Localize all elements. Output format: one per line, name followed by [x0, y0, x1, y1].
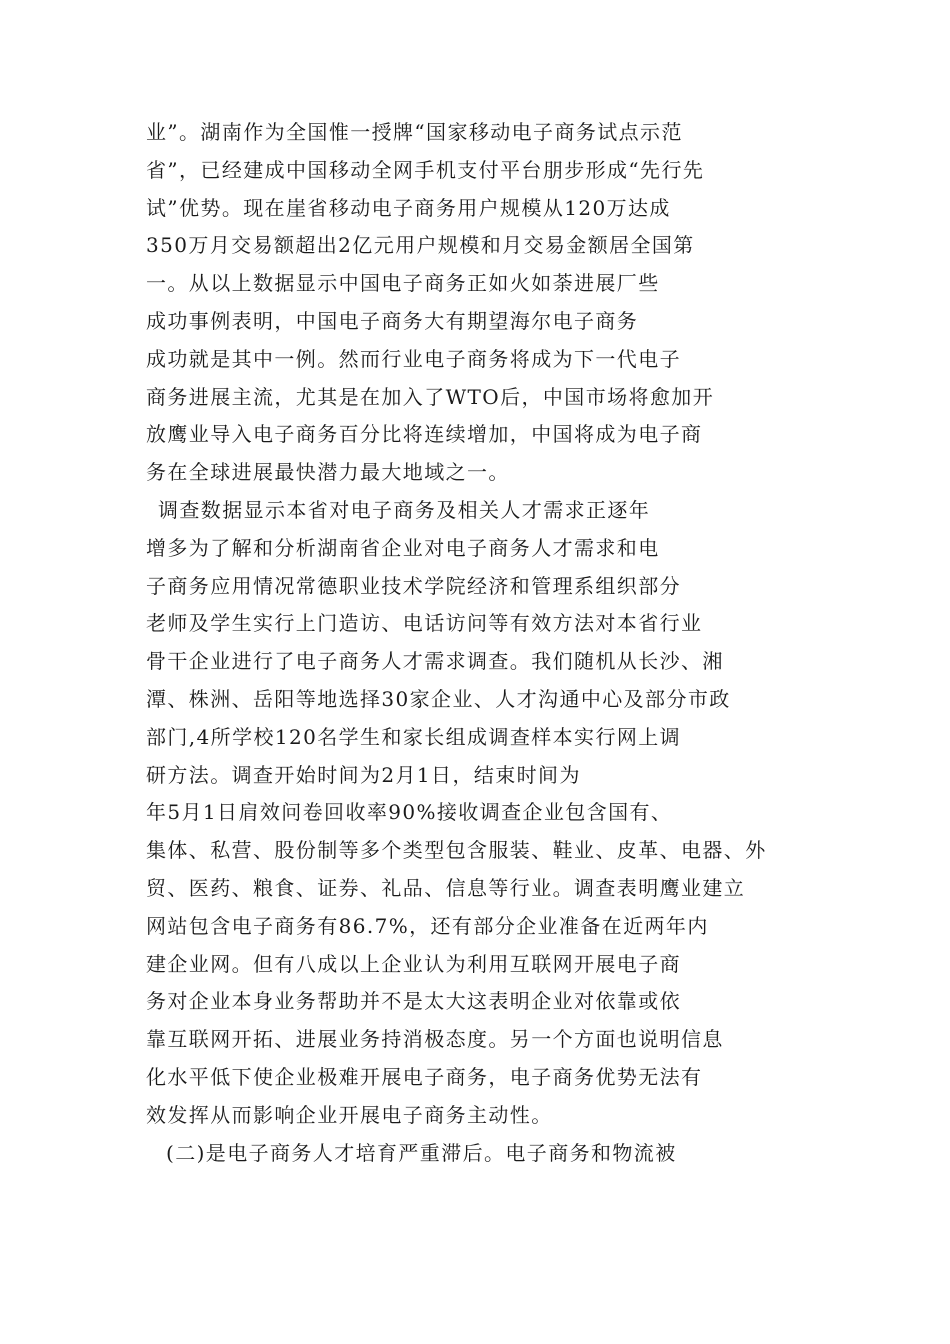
text-line: 省”，已经建成中国移动全网手机支付平台朋步形成“先行先 [146, 157, 705, 182]
section-heading-line: (二)是电子商务人才培育严重滞后。电子商务和物流被 [166, 1140, 677, 1165]
text-line: 老师及学生实行上门造访、电话访问等有效方法对本省行业 [146, 611, 703, 636]
text-line: 商务进展主流，尤其是在加入了WTO后，中国市场将愈加开 [146, 384, 715, 409]
paragraph-start-line: 调查数据显示本省对电子商务及相关人才需求正逐年 [158, 497, 651, 522]
text-line: 部门,4所学校120名学生和家长组成调查样本实行网上调 [146, 724, 682, 749]
text-line: 放鹰业导入电子商务百分比将连续增加，中国将成为电子商 [146, 422, 703, 447]
text-line: 集体、私营、股份制等多个类型包含服装、鞋业、皮革、电器、外 [146, 838, 767, 863]
text-line: 潭、株洲、岳阳等地选择30家企业、人才沟通中心及部分市政 [146, 686, 731, 711]
text-line: 建企业网。但有八成以上企业认为利用互联网开展电子商 [146, 951, 681, 976]
text-line: 靠互联网开拓、进展业务持消极态度。另一个方面也说明信息 [146, 1027, 724, 1052]
text-line: 务在全球进展最快潜力最大地域之一。 [146, 460, 510, 485]
text-line: 年5月1日肩效问卷回收率90%接收调查企业包含国有、 [146, 800, 673, 825]
text-line: 贸、医药、粮食、证券、礼品、信息等行业。调查表明鹰业建立 [146, 875, 746, 900]
text-line: 务对企业本身业务帮助并不是太大这表明企业对依靠或依 [146, 989, 681, 1014]
text-line: 试”优势。现在崖省移动电子商务用户规模从120万达成 [146, 195, 671, 220]
text-line: 成功就是其中一例。然而行业电子商务将成为下一代电子 [146, 346, 681, 371]
text-line: 效发挥从而影响企业开展电子商务主动性。 [146, 1102, 553, 1127]
text-line: 一。从以上数据显示中国电子商务正如火如荼进展厂些 [146, 271, 660, 296]
text-line: 350万月交易额超出2亿元用户规模和月交易金额居全国第 [146, 233, 695, 258]
text-line: 子商务应用情况常德职业技术学院经济和管理系组织部分 [146, 573, 681, 598]
text-line: 化水平低下使企业极难开展电子商务，电子商务优势无法有 [146, 1064, 703, 1089]
text-line: 网站包含电子商务有86.7%，还有部分企业准备在近两年内 [146, 913, 709, 938]
text-line: 增多为了解和分析湖南省企业对电子商务人才需求和电 [146, 535, 660, 560]
text-line: 业”。湖南作为全国惟一授牌“国家移动电子商务试点示范 [146, 120, 683, 144]
document-body [146, 114, 826, 1172]
text-line: 骨干企业进行了电子商务人才需求调查。我们随机从长沙、湘 [146, 649, 724, 674]
text-line: 成功事例表明，中国电子商务大有期望海尔电子商务 [146, 308, 639, 333]
text-line: 研方法。调查开始时间为2月1日，结束时间为 [146, 762, 581, 787]
